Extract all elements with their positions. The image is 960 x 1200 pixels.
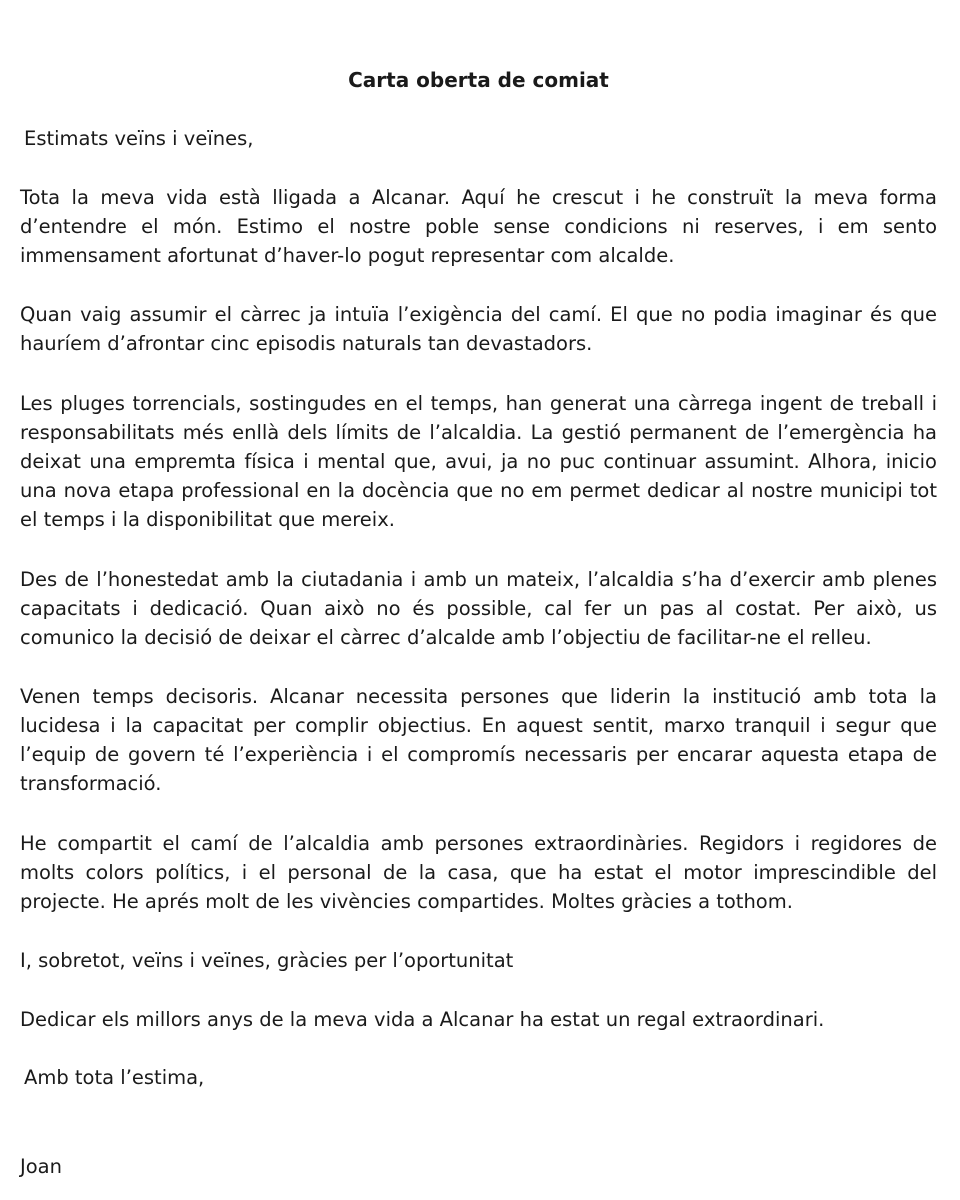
dedication-line: Dedicar els millors anys de la meva vida a Alcanar ha estat un regal extraordinari. [20,1008,825,1031]
paragraph-6: He compartit el camí de l’alcaldia amb persones extraordinàries. Regidors i regidores de molts colors polítics, i el personal de la casa, que ha estat el motor imprescindible del projecte. He aprés molt de les vivències compartides. Moltes gràcies a tothom. [20,832,937,913]
paragraph-4: Des de l’honestedat amb la ciutadania i amb un mateix, l’alcaldia s’ha d’exercir amb plenes capacitats i dedicació. Quan això no és possible, cal fer un pas al costat. Per això, us comunico la decisió de deixar el càrrec d’alcalde amb l’objectiu de facilitar-ne el relleu. [20,568,937,649]
paragraph-5: Venen temps decisoris. Alcanar necessita persones que liderin la institució amb tota la lucidesa i la capacitat per complir objectius. En aquest sentit, marxo tranquil i segur que l’equip de govern té l’experiència i el compromís necessaris per encarar aquesta etapa de transformació. [20,685,937,795]
paragraph-3: Les pluges torrencials, sostingudes en el temps, han generat una càrrega ingent de treball i responsabilitats més enllà dels límits de l’alcaldia. La gestió permanent de l’emergència ha deixat una empremta física i mental que, avui, ja no puc continuar assumint. Alhora, inicio una nova etapa professional en la docència que no em permet dedicar al nostre municipi tot el temps i la disponibilitat que mereix. [20,392,937,531]
paragraph-1: Tota la meva vida està lligada a Alcanar. Aquí he crescut i he construït la meva forma d’entendre el món. Estimo el nostre poble sense condicions ni reserves, i em sento immensament afortunat d’haver-lo pogut representar com alcalde. [20,186,937,267]
salutation: Estimats veïns i veïnes, [24,127,254,150]
closing: Amb tota l’estima, [24,1066,205,1089]
letter-title: Carta oberta de comiat [348,68,609,92]
paragraph-2: Quan vaig assumir el càrrec ja intuïa l’exigència del camí. El que no podia imaginar és que hauríem d’afrontar cinc episodis naturals tan devastadors. [20,303,937,355]
signature: Joan [20,1155,62,1178]
thanks-line: I, sobretot, veïns i veïnes, gràcies per l’oportunitat [20,949,514,972]
